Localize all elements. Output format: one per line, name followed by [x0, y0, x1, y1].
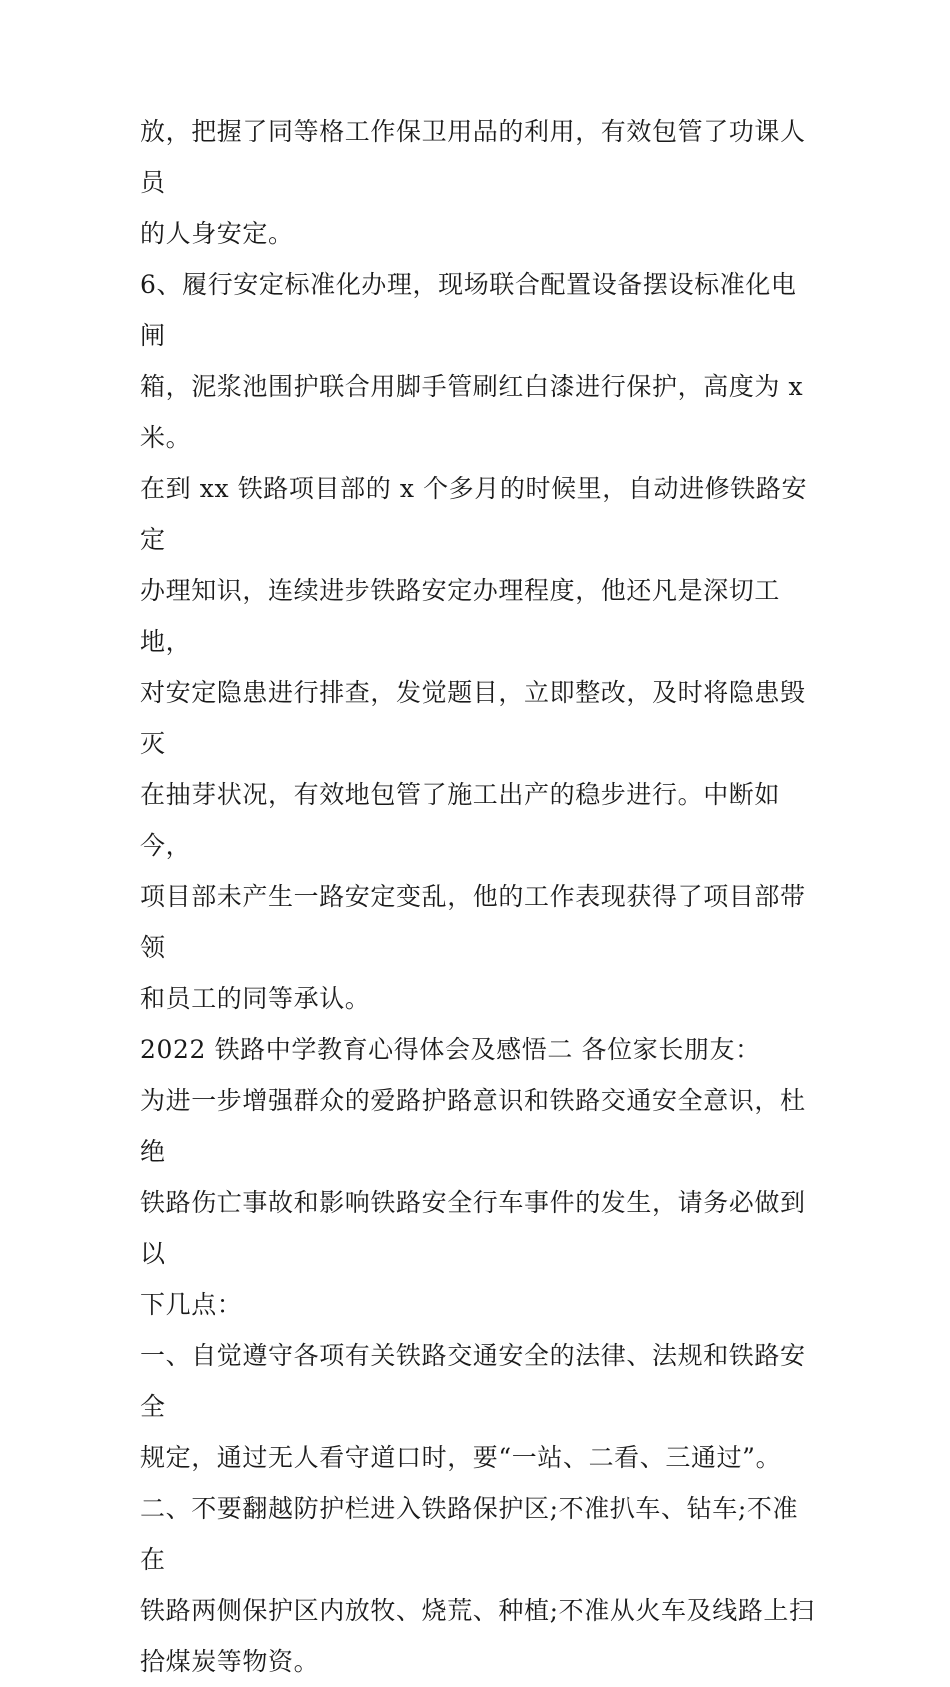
section-heading: 2022 铁路中学教育心得体会及感悟二 各位家长朋友： [140, 1035, 761, 1064]
paragraph-1: 放，把握了同等格工作保卫用品的利用，有效包管了功课人员 的人身安定。 [140, 117, 806, 248]
paragraph-5: 一、自觉遵守各项有关铁路交通安全的法律、法规和铁路安全 规定，通过无人看守道口时，要“一站、二看、三通过”。 [140, 1341, 806, 1472]
paragraph-4: 为进一步增强群众的爱路护路意识和铁路交通安全意识，杜绝 铁路伤亡事故和影响铁路安全行车事件的发生，请务必做到以 下几点： [140, 1086, 806, 1319]
paragraph-6: 二、不要翻越防护栏进入铁路保护区;不准扒车、钻车;不准在 铁路两侧保护区内放牧、烧荒、种植;不准从火车及线路上扫 拾煤炭等物资。 [140, 1494, 815, 1676]
paragraph-2: 6、履行安定标准化办理，现场联合配置设备摆设标准化电闸 箱，泥浆池围护联合用脚手管刷红白漆进行保护，高度为 x 米。 [140, 270, 804, 452]
paragraph-3: 在到 xx 铁路项目部的 x 个多月的时候里，自动进修铁路安定 办理知识，连续进步铁路安定办理程度，他还凡是深切工地， 对安定隐患进行排查，发觉题目，立即整改，及时将隐患毁灭 在抽芽状况，有效地包管了施工出产的稳步进行。中断如今， 项目部未产生一路安定变乱，他的工作表现获得了项目部带领 和员工的同等承认。 [140, 474, 808, 1013]
document-body [140, 106, 820, 1687]
